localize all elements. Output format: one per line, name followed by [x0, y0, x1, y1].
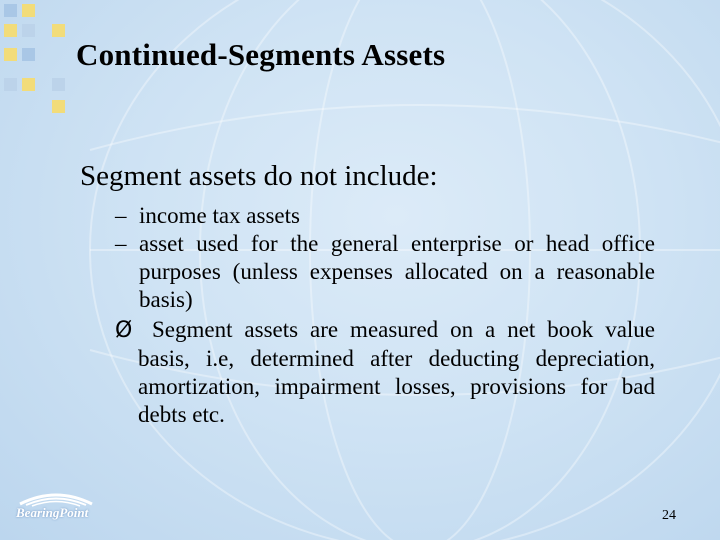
logo-text: BearingPoint	[16, 505, 89, 520]
list-item-text: asset used for the general enterprise or head office purposes (unless expenses allocated on a reasonable basis)	[139, 231, 655, 312]
dash-bullet: –	[115, 231, 127, 256]
arrow-bullet-icon: Ø	[115, 318, 133, 343]
bullet-list	[115, 202, 655, 429]
dash-bullet: –	[115, 203, 127, 228]
intro-text: Segment assets do not include:	[80, 160, 438, 192]
corner-squares-decoration	[0, 0, 80, 130]
arrow-list-item	[115, 316, 655, 429]
slide-title: Continued-Segments Assets	[76, 37, 446, 72]
arrow-item-text: Segment assets are measured on a net book value basis, i.e, determined after deducting depreciation, amortization, impairment losses, provisions for bad debts etc.	[138, 317, 655, 427]
page-number: 24	[662, 508, 676, 523]
list-item-text: income tax assets	[139, 203, 300, 228]
list-item	[115, 202, 655, 230]
list-item	[115, 230, 655, 314]
